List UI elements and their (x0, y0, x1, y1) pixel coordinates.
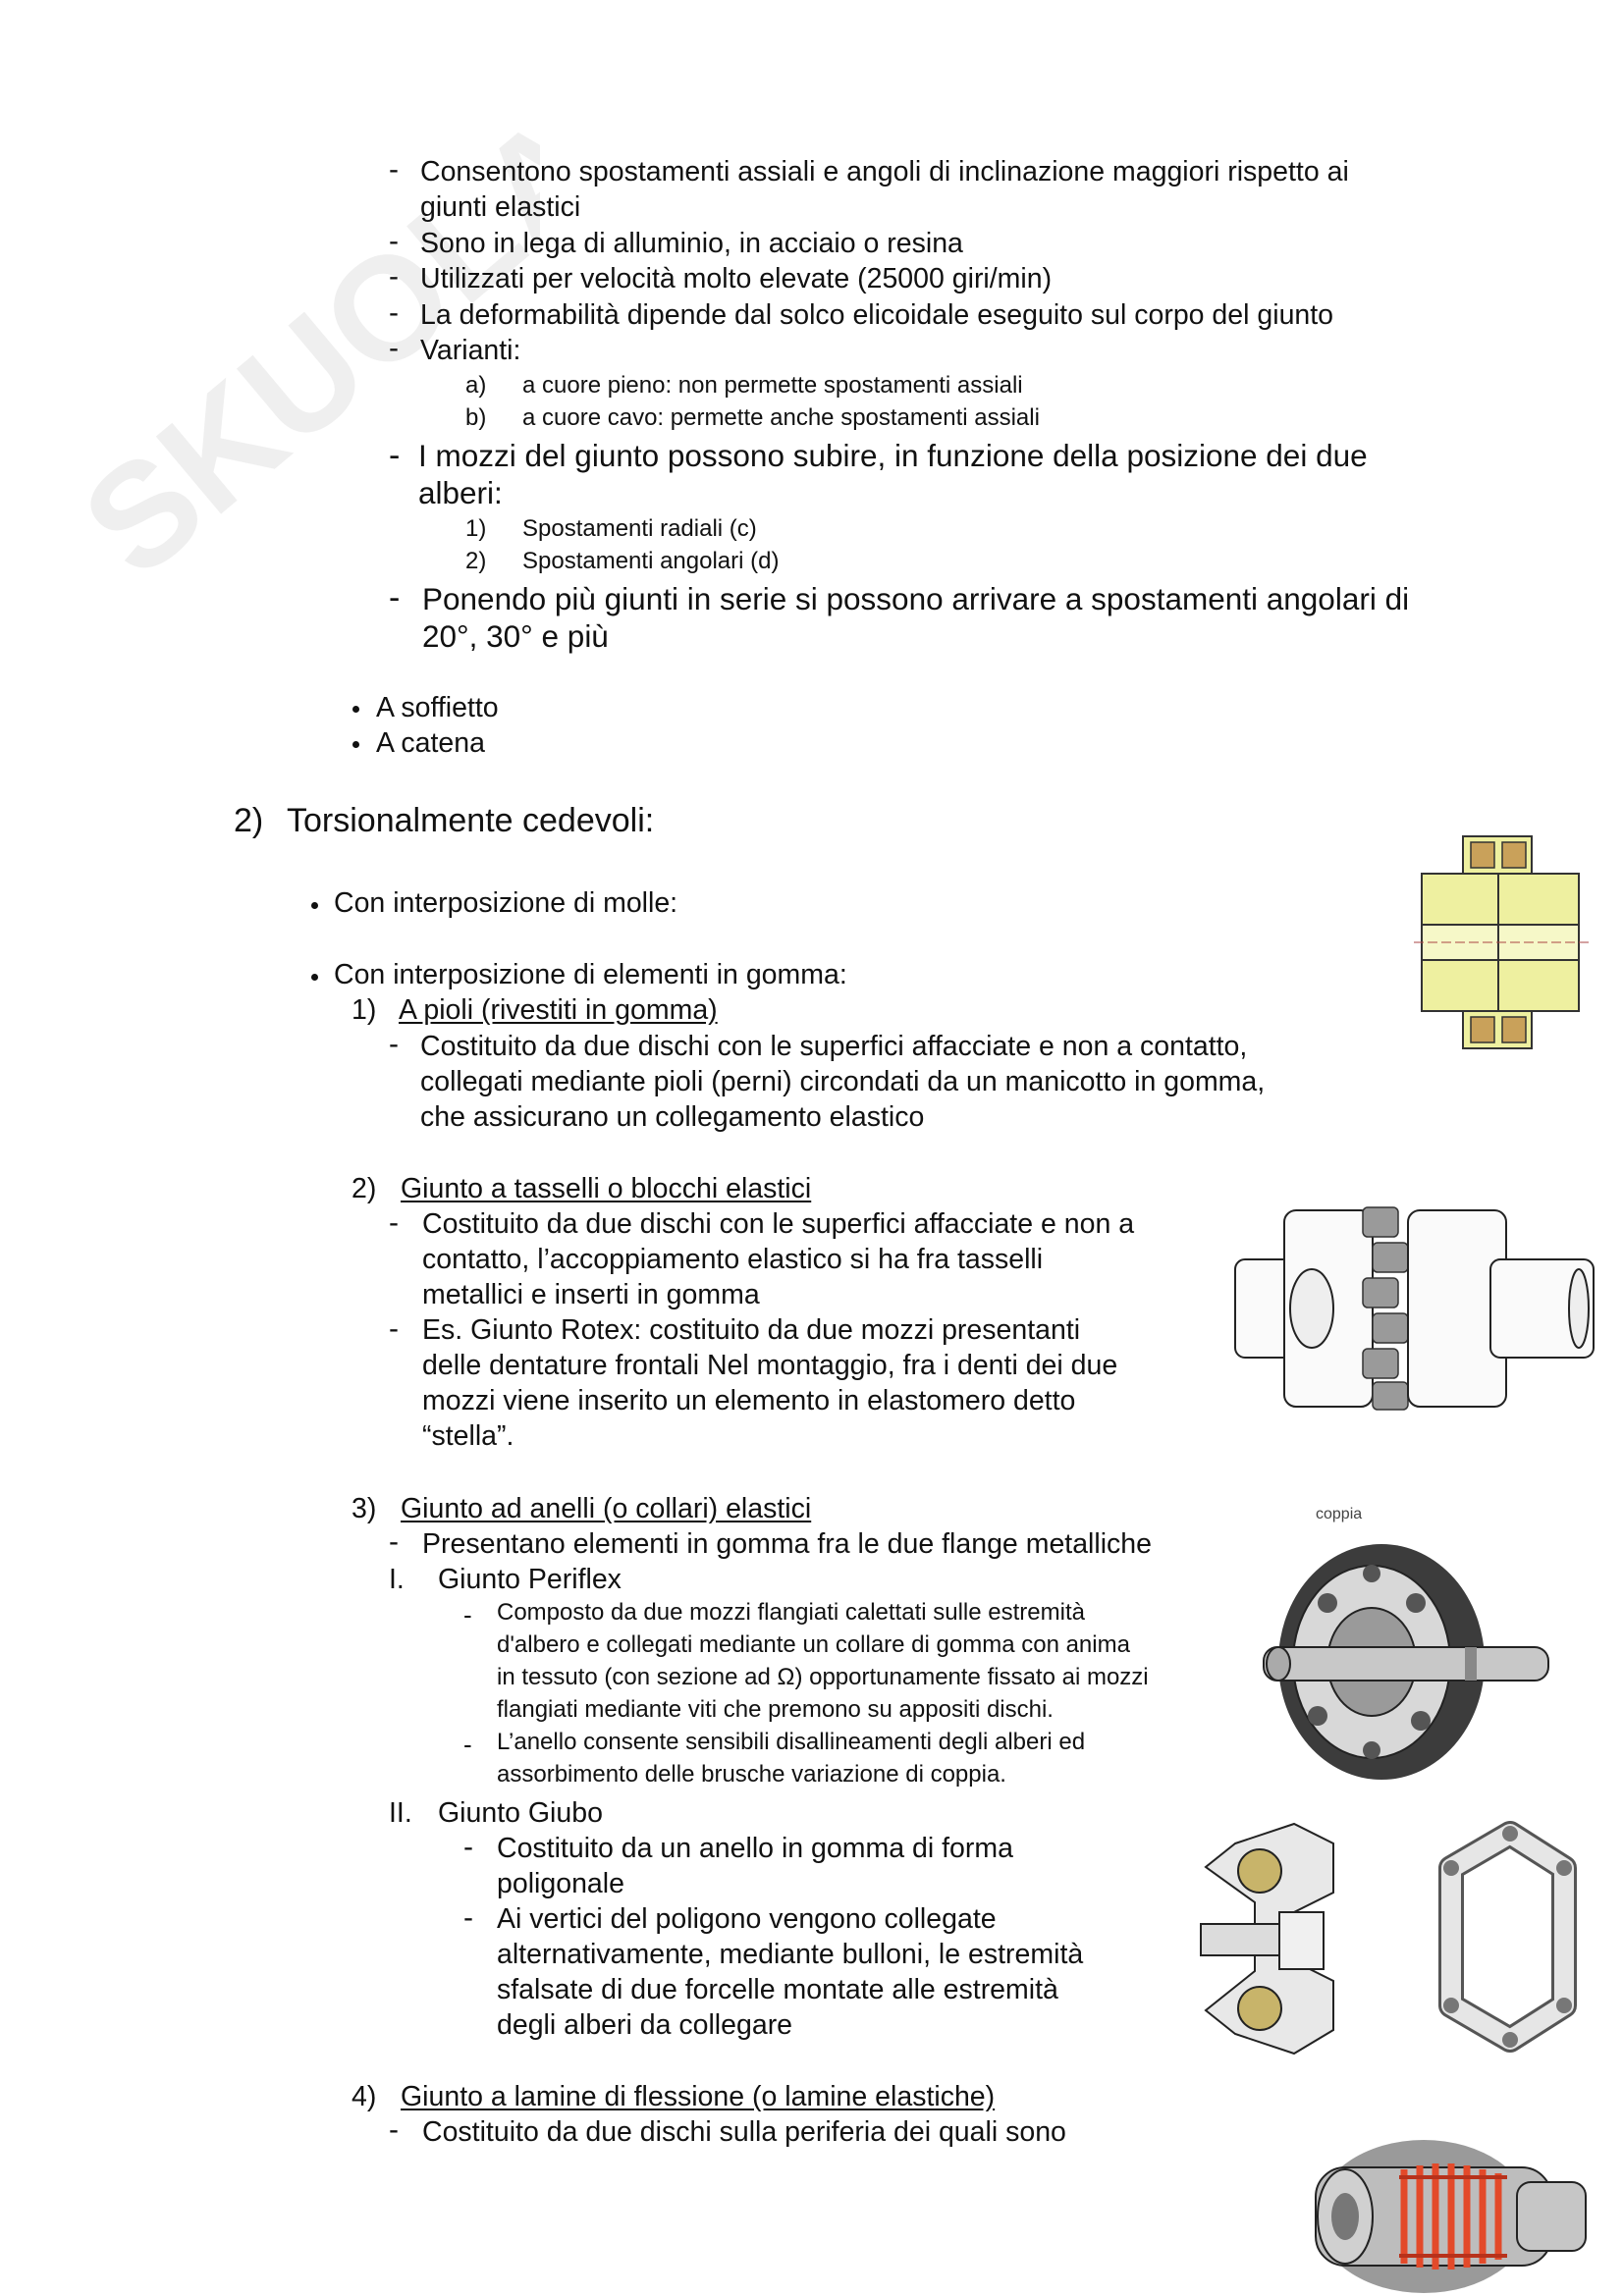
dash-marker: - (389, 2113, 399, 2146)
rotex-coupling-figure (1225, 1186, 1603, 1421)
bullet-item-text: Con interposizione di molle: (334, 887, 678, 919)
dash-marker: - (389, 225, 399, 257)
roman-number: I. (389, 1564, 405, 1595)
para-text: assorbimento delle brusche variazione di coppia. (497, 1761, 1006, 1788)
subitem-title: Giunto Giubo (438, 1797, 603, 1829)
item-title: Giunto a lamine di flessione (o lamine elastiche) (401, 2081, 996, 2112)
dash-marker: - (463, 1600, 472, 1629)
dash-marker: - (389, 579, 401, 616)
para-text: metallici e inserti in gomma (422, 1279, 760, 1310)
dash-marker: - (389, 1028, 399, 1060)
para-text: poligonale (497, 1868, 624, 1899)
list-item-text: Ponendo più giunti in serie si possono arrivare a spostamenti angolari di (422, 581, 1410, 616)
para-text: Costituito da due dischi con le superfici affacciate e non a contatto, (420, 1031, 1248, 1062)
sub-item-text: Spostamenti radiali (c) (522, 515, 757, 542)
grid-spring-coupling-figure (1306, 2109, 1591, 2295)
para-text: Composto da due mozzi flangiati calettati sulle estremità (497, 1599, 1085, 1626)
item-number: 4) (352, 2081, 377, 2112)
item-number: 1) (352, 994, 377, 1026)
list-item-text: I mozzi del giunto possono subire, in funzione della posizione dei due (418, 438, 1368, 473)
list-item-text: La deformabilità dipende dal solco elicoidale eseguito sul corpo del giunto (420, 299, 1334, 331)
dash-marker: - (389, 1312, 399, 1345)
dash-marker: - (463, 1831, 473, 1863)
para-text: delle dentature frontali Nel montaggio, fra i denti dei due (422, 1350, 1118, 1381)
sub-item-marker: a) (465, 372, 487, 399)
list-item-text: Sono in lega di alluminio, in acciaio o resina (420, 228, 963, 259)
list-item-text: alberi: (418, 475, 503, 510)
para-text: Presentano elementi in gomma fra le due flange metalliche (422, 1528, 1153, 1560)
para-text: Costituito da due dischi sulla periferia dei quali sono (422, 2116, 1066, 2148)
bullet-item-text: A catena (376, 727, 485, 759)
subitem-title: Giunto Periflex (438, 1564, 622, 1595)
sub-item-text: a cuore cavo: permette anche spostamenti assiali (522, 404, 1040, 431)
bullet-icon (352, 706, 359, 713)
list-item-text: Utilizzati per velocità molto elevate (25000 giri/min) (420, 263, 1053, 294)
periflex-coupling-figure (1259, 1529, 1553, 1794)
para-text: che assicurano un collegamento elastico (420, 1101, 925, 1133)
para-text: d'albero e collegati mediante un collare di gomma con anima (497, 1631, 1130, 1658)
spring-coupling-section-figure (1414, 827, 1589, 1058)
bullet-icon (311, 902, 318, 909)
para-text: Ai vertici del poligono vengono collegate (497, 1903, 997, 1935)
sub-item-marker: 1) (465, 515, 487, 542)
sub-item-text: Spostamenti angolari (d) (522, 548, 780, 574)
para-text: Costituito da un anello in gomma di forma (497, 1833, 1013, 1864)
list-item-text: Varianti: (420, 335, 521, 366)
giubo-coupling-figure (1186, 1814, 1598, 2063)
list-item-text: 20°, 30° e più (422, 618, 609, 654)
dash-marker: - (463, 1901, 473, 1934)
item-title: Giunto ad anelli (o collari) elastici (401, 1493, 812, 1524)
para-text: contatto, l’accoppiamento elastico si ha fra tasselli (422, 1244, 1044, 1275)
dash-marker: - (463, 1730, 472, 1759)
bullet-item-text: A soffietto (376, 692, 499, 723)
para-text: alternativamente, mediante bulloni, le estremità (497, 1939, 1084, 1970)
bullet-item-text: Con interposizione di elementi in gomma: (334, 959, 847, 990)
list-item-text: giunti elastici (420, 191, 581, 223)
dash-marker: - (389, 260, 399, 293)
para-text: sfalsate di due forcelle montate alle estremità (497, 1974, 1058, 2005)
para-text: “stella”. (422, 1420, 514, 1452)
list-item-text: Consentono spostamenti assiali e angoli di inclinazione maggiori rispetto ai (420, 156, 1349, 187)
section-title: Torsionalmente cedevoli: (287, 802, 655, 839)
dash-marker: - (389, 296, 399, 329)
sub-item-text: a cuore pieno: non permette spostamenti assiali (522, 372, 1023, 399)
dash-marker: - (389, 437, 401, 474)
item-number: 3) (352, 1493, 377, 1524)
item-title: A pioli (rivestiti in gomma) (399, 994, 718, 1026)
sub-item-marker: 2) (465, 548, 487, 574)
dash-marker: - (389, 1206, 399, 1239)
para-text: Costituito da due dischi con le superfici affacciate e non a (422, 1208, 1135, 1240)
roman-number: II. (389, 1797, 412, 1829)
figure-caption-fragment: coppia (1316, 1506, 1363, 1522)
bullet-icon (352, 741, 359, 748)
para-text: flangiati mediante viti che premono su appositi dischi. (497, 1696, 1054, 1723)
para-text: Es. Giunto Rotex: costituito da due mozzi presentanti (422, 1314, 1081, 1346)
para-text: degli alberi da collegare (497, 2009, 793, 2041)
dash-marker: - (389, 332, 399, 364)
dash-marker: - (389, 1525, 399, 1558)
section-number: 2) (234, 802, 264, 839)
sub-item-marker: b) (465, 404, 487, 431)
para-text: mozzi viene inserito un elemento in elastomero detto (422, 1385, 1076, 1416)
para-text: L’anello consente sensibili disallineamenti degli alberi ed (497, 1729, 1086, 1755)
svg-text:SKUOLA: SKUOLA (52, 81, 540, 608)
para-text: collegati mediante pioli (perni) circondati da un manicotto in gomma, (420, 1066, 1266, 1097)
item-title: Giunto a tasselli o blocchi elastici (401, 1173, 812, 1204)
para-text: in tessuto (con sezione ad Ω) opportunamente fissato ai mozzi (497, 1664, 1149, 1690)
bullet-icon (311, 974, 318, 981)
dash-marker: - (389, 153, 399, 186)
item-number: 2) (352, 1173, 377, 1204)
